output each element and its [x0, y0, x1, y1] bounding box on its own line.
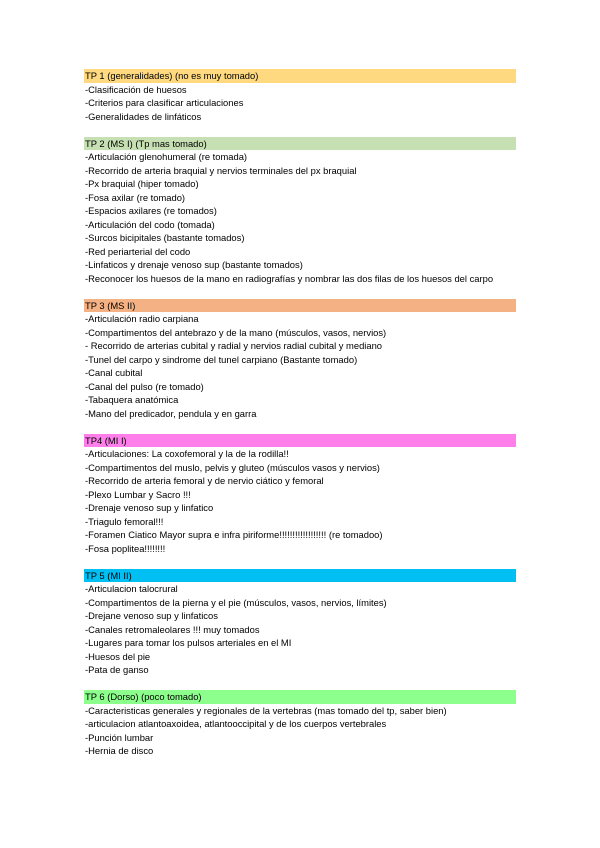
topic-item: -Canales retromaleolares !!! muy tomados — [85, 623, 260, 635]
topic-item: -Lugares para tomar los pulsos arteriales en el MI — [85, 637, 292, 648]
topic-item: -Compartimentos de la pierna y el pie (músculos, vasos, nervios, límites) — [85, 596, 387, 608]
section-tp4 — [84, 434, 516, 556]
topic-item: -Surcos bicipitales (bastante tomados) — [85, 232, 245, 243]
topic-item: -Articulación glenohumeral (re tomada) — [85, 151, 248, 162]
topic-item: -Mano del predicador, pendula y en garra — [85, 407, 257, 419]
section-heading: TP 1 (generalidades) (no es muy tomado) — [84, 69, 516, 83]
topic-item: -Recorrido de arteria femoral y de nervio ciático y femoral — [85, 475, 324, 486]
topic-item: -Drejane venoso sup y linfaticos — [85, 610, 218, 621]
topic-item: -articulacion atlantoaxoidea, atlantooccipital y de los cuerpos vertebrales — [85, 718, 387, 729]
topic-item: - Recorrido de arterias cubital y radial y nervios radial cubital y mediano — [85, 340, 383, 351]
section-tp3 — [84, 299, 516, 421]
topic-list — [84, 582, 516, 677]
topic-list — [84, 150, 516, 285]
topic-item: -Espacios axilares (re tomados) — [85, 205, 217, 216]
section-heading: TP 3 (MS II) — [84, 299, 516, 313]
topic-item: -Caracteristicas generales y regionales de la vertebras (mas tomado del tp, saber bien) — [85, 704, 447, 716]
topic-item: -Red periarterial del codo — [85, 245, 191, 257]
topic-item: -Canal cubital — [85, 367, 143, 378]
section-tp2 — [84, 137, 516, 286]
section-heading: TP 5 (MI II) — [84, 569, 516, 583]
section-tp6 — [84, 690, 516, 758]
topic-item: -Articulación del codo (tomada) — [85, 218, 215, 230]
document-body — [84, 69, 516, 771]
topic-list — [84, 447, 516, 555]
topic-item: -Articulación radio carpiana — [85, 313, 199, 324]
topic-item: -Reconocer los huesos de la mano en radiografías y nombrar las dos filas de los huesos del carpo — [85, 272, 494, 284]
topic-item: -Huesos del pie — [85, 650, 151, 662]
topic-item: -Criterios para clasificar articulaciones — [85, 97, 244, 108]
topic-list — [84, 83, 516, 124]
topic-item: -Compartimentos del muslo, pelvis y gluteo (músculos vasos y nervios) — [85, 461, 380, 473]
topic-item: -Drenaje venoso sup y linfatico — [85, 502, 214, 513]
section-heading: TP4 (MI I) — [84, 434, 516, 448]
topic-item: -Compartimentos del antebrazo y de la mano (músculos, vasos, nervios) — [85, 326, 387, 338]
topic-item: -Clasificación de huesos — [85, 83, 187, 95]
topic-item: -Articulaciones: La coxofemoral y la de la rodilla!! — [85, 448, 289, 459]
topic-item: -Tunel del carpo y sindrome del tunel carpiano (Bastante tomado) — [85, 353, 358, 365]
topic-list — [84, 704, 516, 758]
topic-item: -Fosa poplitea!!!!!!!! — [85, 542, 166, 554]
topic-item: -Triagulo femoral!!! — [85, 515, 164, 527]
section-tp1 — [84, 69, 516, 123]
topic-item: -Fosa axilar (re tomado) — [85, 191, 186, 203]
section-heading: TP 6 (Dorso) (poco tomado) — [84, 690, 516, 704]
section-tp5 — [84, 569, 516, 677]
topic-item: -Foramen Ciatico Mayor supra e infra piriforme!!!!!!!!!!!!!!!!!! (re tomadoo) — [85, 529, 383, 540]
topic-item: -Canal del pulso (re tomado) — [85, 380, 204, 392]
topic-item: -Plexo Lumbar y Sacro !!! — [85, 488, 191, 500]
topic-item: -Articulacion talocrural — [85, 583, 178, 594]
topic-item: -Pata de ganso — [85, 664, 149, 675]
topic-item: -Linfaticos y drenaje venoso sup (bastante tomados) — [85, 259, 303, 270]
topic-item: -Tabaquera anatómica — [85, 394, 179, 405]
topic-list — [84, 312, 516, 420]
section-heading: TP 2 (MS I) (Tp mas tomado) — [84, 137, 516, 151]
topic-item: -Recorrido de arteria braquial y nervios terminales del px braquial — [85, 164, 357, 176]
topic-item: -Px braquial (hiper tomado) — [85, 178, 199, 189]
topic-item: -Hernia de disco — [85, 745, 154, 756]
topic-item: -Generalidades de linfáticos — [85, 110, 202, 122]
topic-item: -Punción lumbar — [85, 731, 154, 743]
